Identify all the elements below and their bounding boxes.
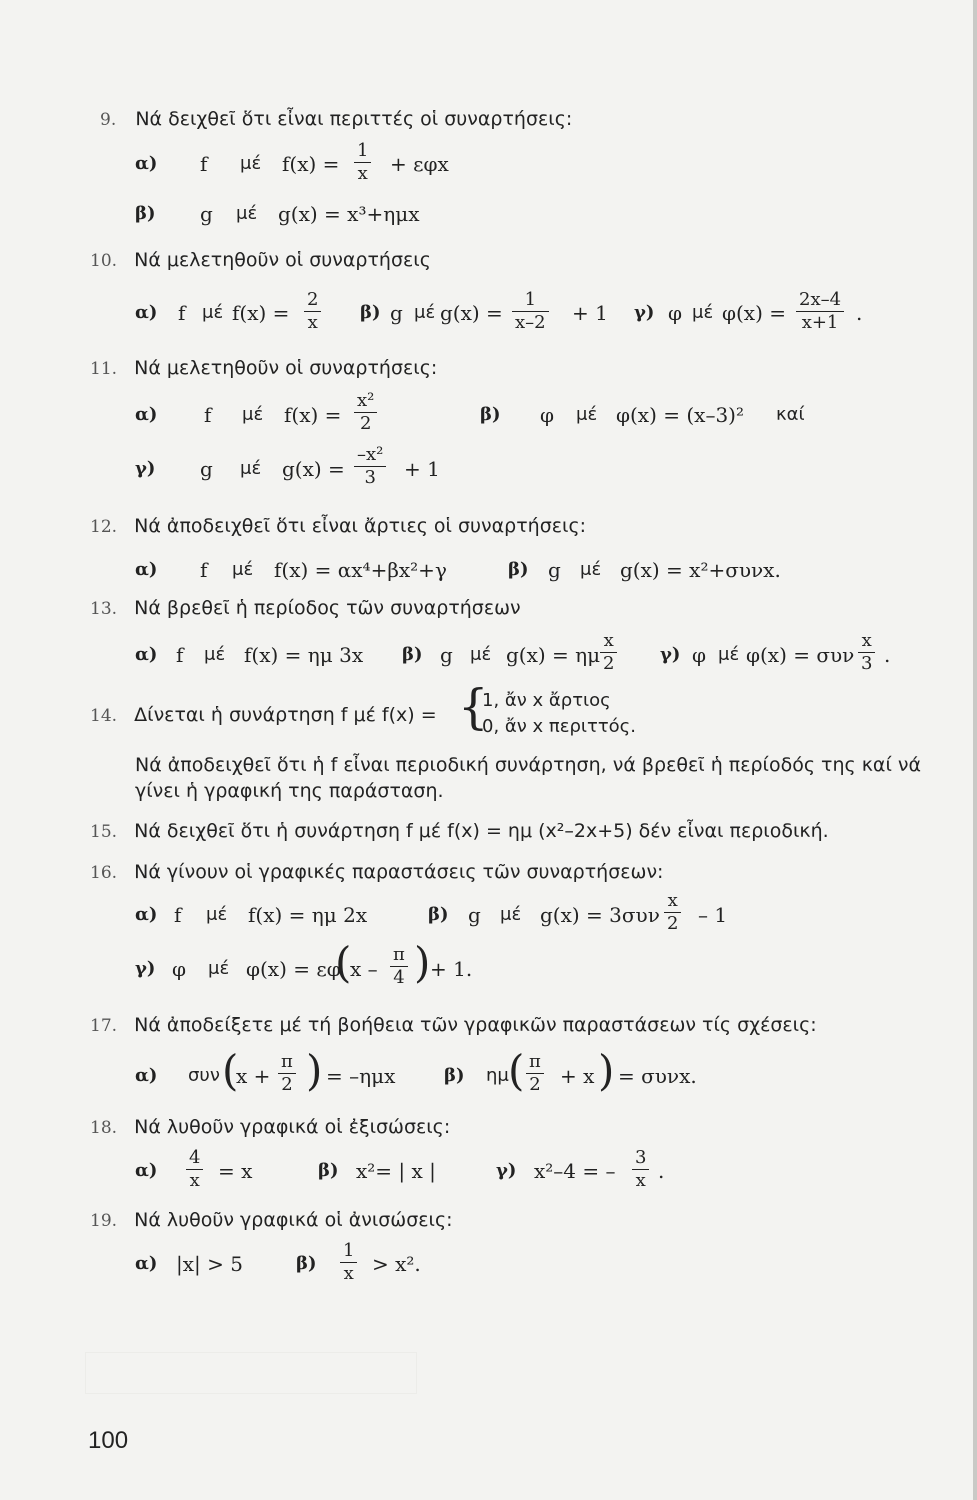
function-name: f xyxy=(176,643,184,667)
page-number: 100 xyxy=(88,1427,129,1454)
part-b-label: β) xyxy=(402,644,423,665)
formula-lhs: φ(x) = xyxy=(722,301,787,325)
exercise-text: Νά μελετηθοῦν οἱ συναρτήσεις xyxy=(134,249,431,271)
formula-rest: . xyxy=(856,301,863,325)
formula: φ(x) = (x–3)² xyxy=(616,403,744,427)
exercise-text: Νά μελετηθοῦν οἱ συναρτήσεις: xyxy=(134,357,438,379)
exercise-number: 13. xyxy=(90,599,118,619)
exercise-14-heading xyxy=(90,704,437,726)
page-edge xyxy=(973,0,977,1500)
exercise-13-heading xyxy=(90,597,521,619)
function-name: g xyxy=(200,202,213,226)
left-brace: { xyxy=(458,679,489,735)
with-word: μέ xyxy=(232,559,254,580)
exercise-15-heading xyxy=(90,820,829,842)
fraction: $\frac{x}{3}$ xyxy=(858,630,875,675)
formula-lhs: φ(x) = συν xyxy=(746,643,855,667)
exercise-19-heading xyxy=(90,1209,453,1231)
with-word: μέ xyxy=(236,203,258,224)
case-1: 1, ἄν x ἄρτιος xyxy=(482,690,611,711)
formula: g(x) = x³+ημx xyxy=(278,202,420,226)
formula-lhs: f(x) = xyxy=(232,301,290,325)
case-2: 0, ἄν x περιττός. xyxy=(482,716,636,737)
formula-lhs: φ(x) = εφ xyxy=(246,957,341,981)
function-name: φ xyxy=(172,957,187,981)
exercise-18-heading xyxy=(90,1116,450,1138)
function-name: g xyxy=(440,643,453,667)
exercise-14-paragraph-line-2: γίνει ἡ γραφική της παράσταση. xyxy=(135,780,444,802)
formula-rest: = συνx. xyxy=(618,1064,697,1088)
and-word: καί xyxy=(776,404,805,425)
exercise-12-heading xyxy=(90,515,586,537)
with-word: μέ xyxy=(202,302,224,323)
function-name: f xyxy=(174,903,182,927)
formula: f(x) = ημ 2x xyxy=(248,903,368,927)
right-paren: ) xyxy=(598,1046,615,1095)
function-name: φ xyxy=(692,643,707,667)
formula-lhs: g(x) = xyxy=(440,301,503,325)
function-name: f xyxy=(204,403,212,427)
formula-rest: . xyxy=(658,1159,665,1183)
formula-lhs: συν xyxy=(188,1065,220,1086)
exercise-number: 12. xyxy=(90,517,118,537)
function-name: g xyxy=(548,558,561,582)
formula-inner: x – xyxy=(350,957,378,981)
part-a-label: α) xyxy=(135,1065,158,1086)
with-word: μέ xyxy=(718,644,740,665)
with-word: μέ xyxy=(206,904,228,925)
left-paren: ( xyxy=(222,1046,239,1095)
part-b-label: β) xyxy=(318,1160,339,1181)
function-name: f xyxy=(200,152,208,176)
fraction: $\frac{4}{x}$ xyxy=(186,1147,203,1192)
exercise-text: Νά βρεθεῖ ἡ περίοδος τῶν συναρτήσεων xyxy=(134,597,521,619)
exercise-number: 11. xyxy=(90,359,118,379)
function-name: g xyxy=(468,903,481,927)
formula-inner: x + xyxy=(236,1064,271,1088)
part-b-label: β) xyxy=(480,404,501,425)
function-name: φ xyxy=(668,301,683,325)
part-c-label: γ) xyxy=(135,458,156,479)
part-c-label: γ) xyxy=(634,302,655,323)
formula-rest: = –ημx xyxy=(326,1064,396,1088)
exercise-number: 9. xyxy=(100,110,117,130)
part-a-label: α) xyxy=(135,1160,158,1181)
exercise-text: Νά ἀποδείξετε μέ τή βοήθεια τῶν γραφικῶν παραστάσεων τίς σχέσεις: xyxy=(134,1014,817,1036)
formula: |x| > 5 xyxy=(176,1252,243,1276)
formula-rest: + 1. xyxy=(430,957,473,981)
formula: g(x) = x²+συνx. xyxy=(620,558,781,582)
function-name: f xyxy=(200,558,208,582)
part-b-label: β) xyxy=(296,1253,317,1274)
function-name: f xyxy=(178,301,186,325)
fraction: $\frac{\pi}{2}$ xyxy=(278,1051,296,1096)
part-c-label: γ) xyxy=(660,644,681,665)
fraction: $\frac{x}{2}$ xyxy=(664,890,681,935)
part-a-label: α) xyxy=(135,302,158,323)
exercise-number: 18. xyxy=(90,1118,118,1138)
exercise-17-heading xyxy=(90,1014,817,1036)
formula: f(x) = ημ 3x xyxy=(244,643,364,667)
fraction: $\frac{1}{x-2}$ xyxy=(512,289,549,334)
exercise-text: Νά δειχθεῖ ὅτι ἡ συνάρτηση f μέ f(x) = ημ (x²–2x+5) δέν εἶναι περιοδική. xyxy=(134,820,829,842)
formula-rest: + εφx xyxy=(390,152,449,176)
with-word: μέ xyxy=(204,644,226,665)
part-a-label: α) xyxy=(135,904,158,925)
with-word: μέ xyxy=(470,644,492,665)
function-name: φ xyxy=(540,403,555,427)
fraction: $\frac{2x-4}{x+1}$ xyxy=(796,289,844,334)
part-b-label: β) xyxy=(428,904,449,925)
with-word: μέ xyxy=(242,404,264,425)
formula-rest: – 1 xyxy=(698,903,728,927)
part-c-label: γ) xyxy=(496,1160,517,1181)
left-paren: ( xyxy=(508,1046,525,1095)
formula-lhs: f(x) = xyxy=(282,152,340,176)
formula-rest: = x xyxy=(218,1159,253,1183)
with-word: μέ xyxy=(240,458,262,479)
function-name: g xyxy=(390,301,403,325)
exercise-number: 19. xyxy=(90,1211,118,1231)
exercise-9-heading xyxy=(100,108,572,130)
formula-lhs: ημ xyxy=(486,1065,509,1086)
exercise-number: 16. xyxy=(90,863,118,883)
with-word: μέ xyxy=(692,302,714,323)
formula-lhs: g(x) = 3συν xyxy=(540,903,660,927)
exercise-text: Νά γίνουν οἱ γραφικές παραστάσεις τῶν συναρτήσεων: xyxy=(134,861,664,883)
exercise-text: Νά δειχθεῖ ὅτι εἶναι περιττές οἱ συναρτήσεις: xyxy=(135,108,573,130)
left-paren: ( xyxy=(335,938,352,987)
bleed-through-shadow xyxy=(85,1352,417,1394)
formula-rest: + 1 xyxy=(404,457,440,481)
exercise-11-heading xyxy=(90,357,437,379)
formula: f(x) = αx⁴+βx²+γ xyxy=(274,558,447,582)
formula-rest: > x². xyxy=(372,1252,421,1276)
part-a-label: α) xyxy=(135,404,158,425)
part-b-label: β) xyxy=(508,559,529,580)
formula-rest: + 1 xyxy=(572,301,608,325)
formula-inner: + x xyxy=(560,1064,595,1088)
exercise-text: Δίνεται ἡ συνάρτηση f μέ f(x) = xyxy=(134,704,437,726)
with-word: μέ xyxy=(240,153,262,174)
function-name: g xyxy=(200,457,213,481)
exercise-14-paragraph-line-1: Νά ἀποδειχθεῖ ὅτι ἡ f εἶναι περιοδική συνάρτηση, νά βρεθεῖ ἡ περίοδός της καί νά xyxy=(135,754,922,776)
with-word: μέ xyxy=(576,404,598,425)
fraction: $\frac{2}{x}$ xyxy=(304,289,321,334)
part-a-label: α) xyxy=(135,644,158,665)
fraction: $\frac{1}{x}$ xyxy=(354,140,371,185)
part-c-label: γ) xyxy=(135,958,156,979)
with-word: μέ xyxy=(500,904,522,925)
part-b-label: β) xyxy=(360,302,381,323)
exercise-text: Νά ἀποδειχθεῖ ὅτι εἶναι ἄρτιες οἱ συναρτήσεις: xyxy=(134,515,587,537)
exercise-16-heading xyxy=(90,861,663,883)
right-paren: ) xyxy=(414,938,431,987)
fraction: $\frac{\text{x²}}{2}$ xyxy=(354,390,377,435)
exercise-number: 17. xyxy=(90,1016,118,1036)
with-word: μέ xyxy=(208,958,230,979)
exercise-number: 14. xyxy=(90,706,118,726)
formula-lhs: f(x) = xyxy=(284,403,342,427)
part-a-label: α) xyxy=(135,1253,158,1274)
fraction: $\frac{x}{2}$ xyxy=(600,630,617,675)
fraction: $\frac{3}{x}$ xyxy=(632,1147,649,1192)
part-a-label: α) xyxy=(135,559,158,580)
fraction: $\frac{\text{–x²}}{3}$ xyxy=(354,444,386,489)
fraction: $\frac{\pi}{2}$ xyxy=(526,1051,544,1096)
part-a-label: α) xyxy=(135,153,158,174)
part-b-label: β) xyxy=(135,203,156,224)
exercise-number: 15. xyxy=(90,822,118,842)
with-word: μέ xyxy=(580,559,602,580)
exercise-text: Νά λυθοῦν γραφικά οἱ ἐξισώσεις: xyxy=(134,1116,451,1138)
formula-lhs: g(x) = xyxy=(282,457,345,481)
formula-lhs: x²–4 = – xyxy=(534,1159,616,1183)
exercise-number: 10. xyxy=(90,251,118,271)
formula-rest: . xyxy=(884,643,891,667)
fraction: $\frac{\pi}{4}$ xyxy=(390,944,408,989)
right-paren: ) xyxy=(306,1046,323,1095)
with-word: μέ xyxy=(414,302,436,323)
formula-lhs: g(x) = ημ xyxy=(506,643,601,667)
part-b-label: β) xyxy=(444,1065,465,1086)
formula: x²= | x | xyxy=(356,1159,436,1183)
fraction: $\frac{1}{x}$ xyxy=(340,1240,357,1285)
exercise-text: Νά λυθοῦν γραφικά οἱ ἀνισώσεις: xyxy=(134,1209,453,1231)
exercise-10-heading xyxy=(90,249,431,271)
